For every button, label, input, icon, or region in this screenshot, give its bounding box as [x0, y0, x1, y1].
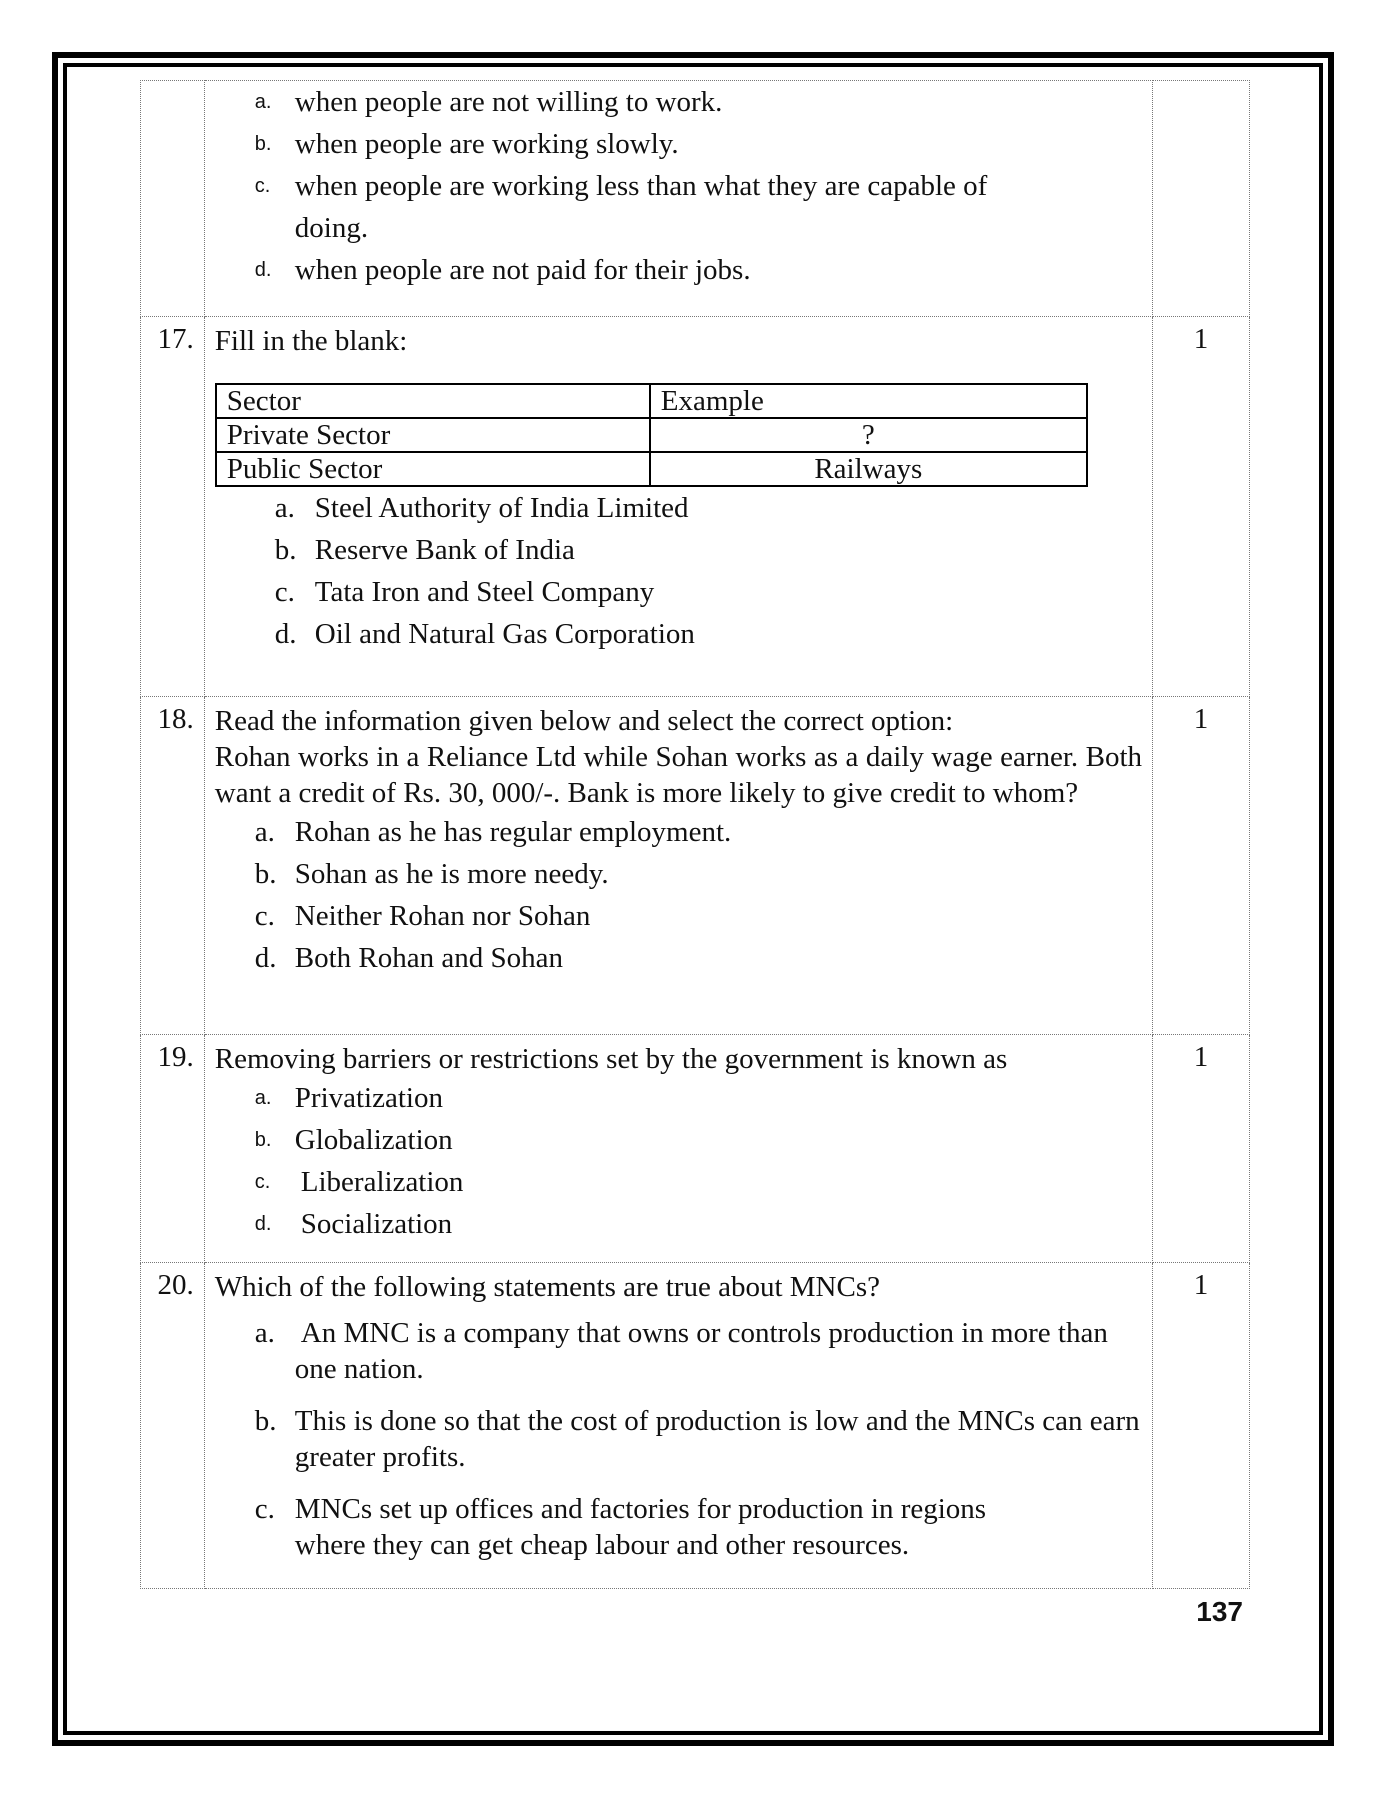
- question-stem: Fill in the blank:: [214, 325, 408, 357]
- option-label: d.: [254, 1213, 272, 1235]
- option-text: Tata Iron and Steel Company: [314, 576, 655, 608]
- option-text: Steel Authority of India Limited: [314, 492, 689, 524]
- option-item: [255, 853, 1142, 895]
- option-label: d.: [254, 259, 272, 281]
- question-body-cell: [204, 1263, 1152, 1589]
- question-row-16-continued: [141, 81, 1250, 317]
- option-item: [255, 165, 1142, 249]
- option-item: [275, 613, 1142, 655]
- option-label: c.: [254, 175, 271, 197]
- option-item: [255, 123, 1142, 165]
- option-item: [255, 1403, 1142, 1475]
- sector-cell: Private Sector: [216, 418, 650, 452]
- option-text: Both Rohan and Sohan: [294, 942, 564, 974]
- option-text: MNCs set up offices and factories for production in regions where they can get cheap labour and other resources.: [294, 1493, 987, 1561]
- question-number: 20.: [157, 1269, 194, 1301]
- option-label: b.: [254, 1405, 277, 1437]
- marks-cell: [1153, 697, 1250, 1035]
- example-header: Example: [650, 384, 1087, 418]
- marks-cell: [1153, 1035, 1250, 1263]
- option-text: Sohan as he is more needy.: [294, 858, 609, 890]
- option-label: c.: [274, 576, 295, 608]
- question-marks: 1: [1193, 323, 1209, 355]
- option-label: b.: [274, 534, 297, 566]
- option-item: [255, 249, 1142, 291]
- option-item: [255, 1161, 1142, 1203]
- question-number-cell: [141, 697, 205, 1035]
- question-body-cell: [204, 1035, 1152, 1263]
- question-row-17: [141, 317, 1250, 697]
- question-body-cell: [204, 697, 1152, 1035]
- question-marks: 1: [1193, 1041, 1209, 1073]
- question-number: 18.: [157, 703, 194, 735]
- page-number: 137: [1196, 1596, 1243, 1627]
- option-label: a.: [254, 1087, 272, 1109]
- question-marks: 1: [1193, 1269, 1209, 1301]
- example-cell: ?: [650, 418, 1087, 452]
- question-stem: Removing barriers or restrictions set by the government is known as: [214, 1043, 1008, 1075]
- sector-table-header-row: [216, 384, 1087, 418]
- option-text: Privatization: [294, 1082, 443, 1114]
- sector-table-row: [216, 418, 1087, 452]
- question-number-cell: [141, 81, 205, 317]
- option-item: [255, 1315, 1142, 1387]
- question-table: [140, 80, 1250, 1589]
- option-text: when people are working less than what they are capable of doing.: [294, 170, 988, 244]
- option-item: [255, 1203, 1142, 1245]
- question-number-cell: [141, 1035, 205, 1263]
- option-label: a.: [254, 1317, 275, 1349]
- question-body-cell: [204, 81, 1152, 317]
- sector-header: Sector: [216, 384, 650, 418]
- option-item: [275, 529, 1142, 571]
- option-label: a.: [254, 91, 272, 113]
- option-label: a.: [274, 492, 295, 524]
- question-number: 19.: [157, 1041, 194, 1073]
- option-label: b.: [254, 1129, 272, 1151]
- option-item: [255, 81, 1142, 123]
- question-stem: Read the information given below and select the correct option:: [214, 705, 954, 737]
- option-item: [255, 811, 1142, 853]
- option-text: when people are working slowly.: [294, 128, 679, 160]
- option-item: [255, 937, 1142, 979]
- option-text: Socialization: [300, 1208, 453, 1240]
- question-number-cell: [141, 317, 205, 697]
- option-text: This is done so that the cost of production is low and the MNCs can earn greater profits.: [294, 1405, 1140, 1473]
- option-label: c.: [254, 1493, 275, 1525]
- question-number: 17.: [157, 323, 194, 355]
- option-item: [255, 1491, 1142, 1563]
- option-item: [275, 487, 1142, 529]
- sector-table-row: [216, 452, 1087, 486]
- question-row-18: [141, 697, 1250, 1035]
- option-label: a.: [254, 816, 275, 848]
- sector-cell: Public Sector: [216, 452, 650, 486]
- option-text: Neither Rohan nor Sohan: [294, 900, 591, 932]
- option-text: Liberalization: [300, 1166, 464, 1198]
- option-text: when people are not willing to work.: [294, 86, 723, 118]
- option-label: b.: [254, 133, 272, 155]
- option-label: d.: [254, 942, 277, 974]
- question-row-20: [141, 1263, 1250, 1589]
- option-label: c.: [254, 1171, 271, 1193]
- option-text: Rohan as he has regular employment.: [294, 816, 732, 848]
- option-item: [255, 895, 1142, 937]
- option-label: c.: [254, 900, 275, 932]
- marks-cell: [1153, 1263, 1250, 1589]
- question-row-19: [141, 1035, 1250, 1263]
- question-body-cell: [204, 317, 1152, 697]
- option-label: d.: [274, 618, 297, 650]
- question-number-cell: [141, 1263, 205, 1589]
- question-stem-body: Rohan works in a Reliance Ltd while Sohan works as a daily wage earner. Both want a credit of Rs. 30, 000/-. Bank is more likely to give credit to whom?: [214, 741, 1143, 809]
- option-item: [255, 1119, 1142, 1161]
- marks-cell: [1153, 81, 1250, 317]
- option-text: Reserve Bank of India: [314, 534, 575, 566]
- option-item: [255, 1077, 1142, 1119]
- option-text: Globalization: [294, 1124, 453, 1156]
- option-item: [275, 571, 1142, 613]
- sector-example-table: [215, 383, 1088, 487]
- example-cell: Railways: [650, 452, 1087, 486]
- option-text: when people are not paid for their jobs.: [294, 254, 751, 286]
- marks-cell: [1153, 317, 1250, 697]
- option-text: An MNC is a company that owns or controls production in more than one nation.: [294, 1317, 1108, 1385]
- question-stem: Which of the following statements are true about MNCs?: [214, 1271, 880, 1303]
- question-marks: 1: [1193, 703, 1209, 735]
- option-label: b.: [254, 858, 277, 890]
- option-text: Oil and Natural Gas Corporation: [314, 618, 695, 650]
